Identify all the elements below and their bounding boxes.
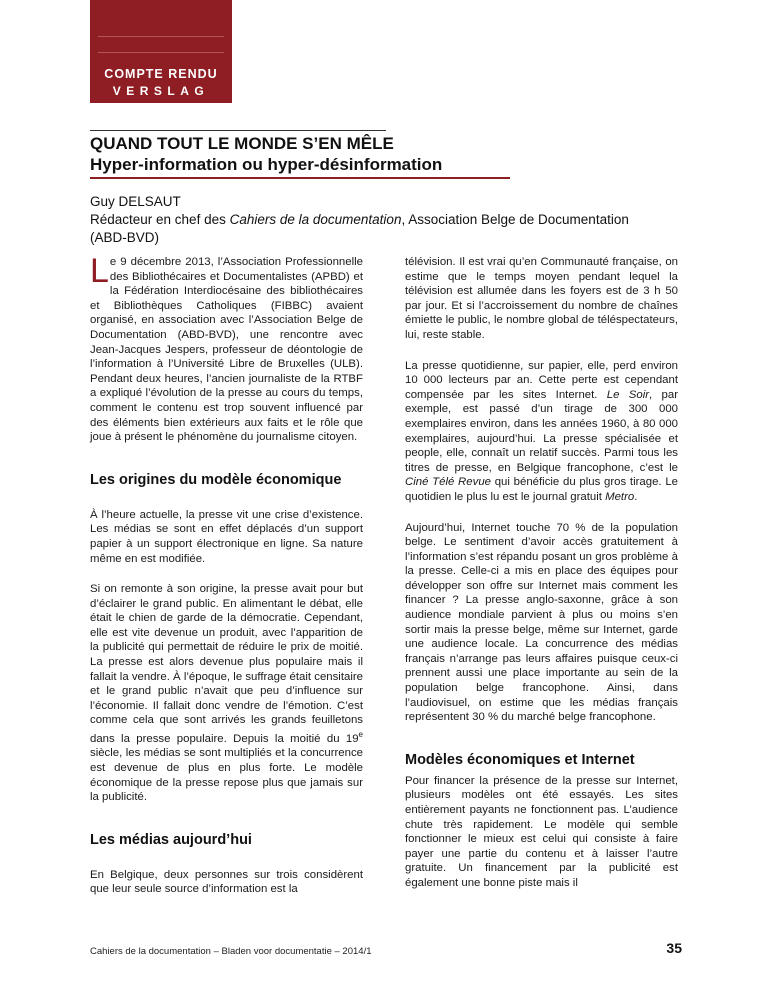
paragraph	[405, 359, 678, 505]
page-number: 35	[666, 940, 682, 956]
author-role-suffix: , Association Belge de Documentation (ABD-BVD)	[90, 212, 629, 245]
paragraph: télévision. Il est vrai qu’en Communauté française, on estime que le temps moyen pendant lequel la télévision est allumée dans les foyers est de 3 h 50 par jour. Et si l’accroissement du nombre de chaînes émiette le public, le nombre global de téléspectateurs, lui, reste stable.	[405, 256, 678, 341]
title-rule-bottom	[90, 177, 510, 179]
title-line-2: Hyper-information ou hyper-désinformation	[90, 155, 443, 174]
author-name: Guy DELSAUT	[90, 194, 181, 209]
paragraph-text: qui bénéficie du plus gros tirage. Le quotidien le plus lu est le journal gratuit	[405, 476, 678, 503]
title-rule-top	[90, 130, 386, 131]
newspaper-name: Metro	[605, 490, 635, 503]
paragraph-text: La presse quotidienne, sur papier, elle, perd environ 10 000 lecteurs par an. Cette perte est cependant compensée par les sites Internet.	[405, 359, 678, 401]
heading-origins: Les origines du modèle économique	[90, 471, 342, 488]
footer-journal: Cahiers de la documentation – Bladen voor documentatie – 2014/1	[90, 946, 372, 957]
title-line-1: QUAND TOUT LE MONDE S’EN MÊLE	[90, 134, 394, 153]
paragraph-text: .	[634, 490, 638, 503]
paragraph: Aujourd’hui, Internet touche 70 % de la population belge. Le sentiment d’avoir accès gratuitement à l’information s’est répandu posant un gros problème à la presse. Celle-ci a mis en place des équipes pour développer son offre sur Internet mais comment les financer ? La presse anglo-saxonne, grâce à son audience mondiale parvient à plus ou moins s’en sortir mais la presse belge, même sur Internet, garde une audience locale. La concurrence des médias français n’arrange pas leurs affaires puisque ceux-ci prennent aussi une place importante au sein de la population belge francophone. Ainsi, dans l’audiovisuel, on estime que les médias français représentent 30 % du marché belge francophone.	[405, 521, 678, 724]
newspaper-name: Le Soir	[606, 388, 650, 401]
section-banner	[90, 0, 232, 103]
magazine-name: Ciné Télé Revue	[405, 476, 491, 489]
left-column	[90, 252, 363, 913]
journal-name: Cahiers de la documentation	[229, 212, 402, 227]
paragraph: À l’heure actuelle, la presse vit une crise d’existence. Les médias se sont en effet déplacés d’un support papier à un support électronique en ligne. Sa nature même en est modifiée.	[90, 508, 363, 565]
paragraph-text: , par exemple, est passé d’un tirage de 300 000 exemplaires environ, dans les années 1960, à 80 000 exemplaires, aujourd’hui. La presse spécialisée et people, elle, connaît un relatif succès. Parmi tous les titres de presse, en Belgique francophone, c’est le	[405, 388, 679, 474]
intro-text: e 9 décembre 2013, l’Association Professionnelle des Bibliothécaires et Documentalistes (APBD) et la Fédération Interdiocésaine des bibliothécaires et Bibliothèques Catholiques (FIBBC) avaient organisé, en association avec l’Association Belge de Documentation (ABD-BVD), une rencontre avec Jean-Jacques Jespers, professeur de déontologie de l’information à l’Université Libre de Bruxelles (ULB). Pendant deux heures, l’ancien journaliste de la RTBF a expliqué l’évolution de la presse au cours du temps, comment le contenu est trop souvent influencé par des éléments bien extérieurs aux faits et le rôle que joue à présent le phénomène du journalisme citoyen.	[90, 256, 363, 444]
banner-divider	[98, 36, 224, 37]
heading-economic-models: Modèles économiques et Internet	[405, 751, 635, 768]
article-title	[90, 133, 590, 175]
paragraph	[90, 582, 363, 805]
author-role-prefix: Rédacteur en chef des	[90, 212, 230, 227]
dropcap: L	[90, 252, 109, 290]
intro-paragraph	[90, 252, 363, 445]
author-block	[90, 193, 650, 247]
paragraph: Pour financer la présence de la presse sur Internet, plusieurs modèles ont été essayés. Les sites entièrement payants ne fonctionnent pas. L’audience chute très rapidement. Le modèle qui semble fonctionner le mieux est celui qui consiste à faire payer une partie du contenu et à laisser l’autre gratuite. Un financement par la publicité est également une bonne piste mais il	[405, 774, 678, 889]
paragraph-text: siècle, les médias se sont multipliés et la concurrence est devenue de plus en plus forte. Le modèle économique de la presse repose plus que jamais sur la publicité.	[90, 747, 363, 804]
author-role	[90, 211, 650, 247]
paragraph: En Belgique, deux personnes sur trois considèrent que leur seule source d’information est la	[90, 868, 363, 896]
banner-divider	[98, 52, 224, 53]
superscript: e	[358, 730, 363, 740]
banner-label: COMPTE RENDU	[104, 67, 218, 81]
paragraph-text: Si on remonte à son origine, la presse avait pour but d’éclairer le grand public. En alimentant le débat, elle était le chien de garde de la démocratie. Cependant, elle est vite devenue un produit, avec l’apparition de la publicité qui permettait de réduire le prix de moitié. La presse est alors devenue plus populaire mais il fallait la vendre. À l’époque, le suffrage était censitaire et le grand public n’avait que peu d’influence sur l’économie. Il fallait donc vendre de l’émotion. C’est comme cela que sont arrivés les grands feuilletons dans la presse populaire. Depuis la moitié du 19	[90, 583, 363, 745]
heading-media-today: Les médias aujourd’hui	[90, 831, 252, 848]
banner-label-nl: VERSLAG	[112, 84, 210, 98]
right-column	[405, 255, 678, 907]
